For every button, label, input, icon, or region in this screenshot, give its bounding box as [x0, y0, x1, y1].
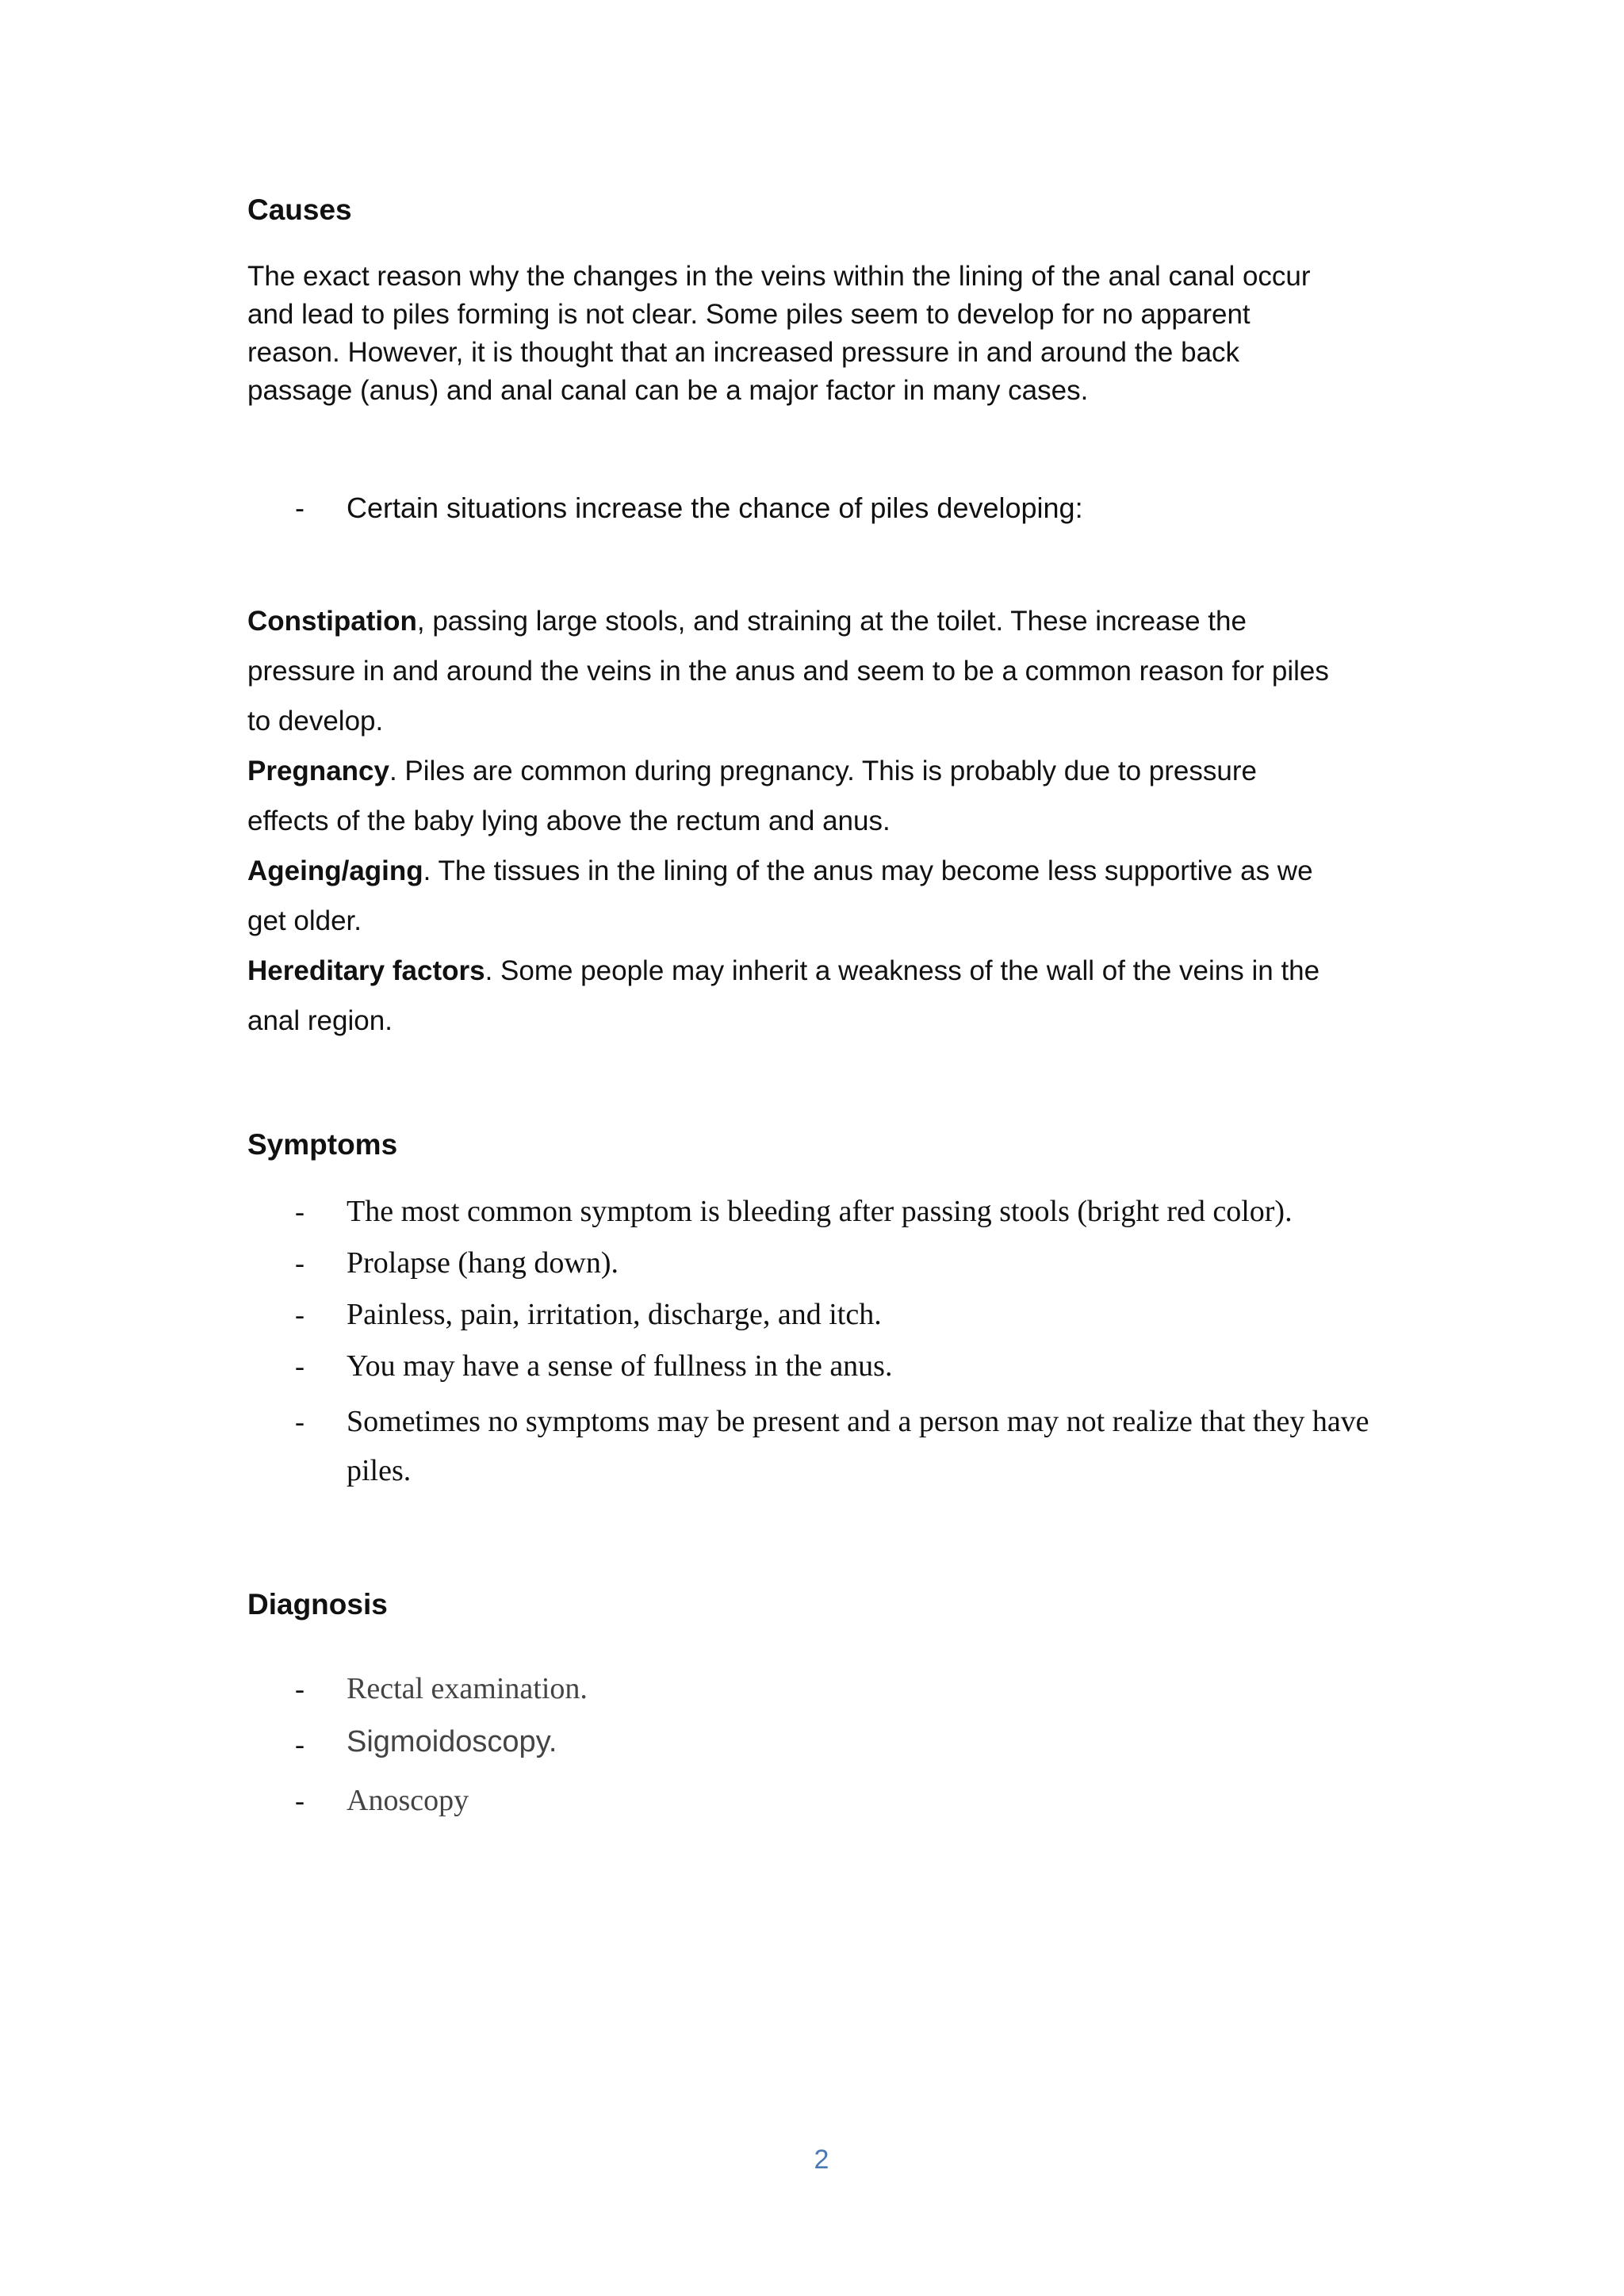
bullet-dash: -	[295, 1785, 304, 1816]
causes-intro-line: reason. However, it is thought that an increased pressure in and around the back	[247, 337, 1240, 368]
causes-intro-line: passage (anus) and anal canal can be a major factor in many cases.	[247, 375, 1089, 406]
factor-text: . Piles are common during pregnancy. This is probably due to pressure	[389, 756, 1257, 786]
page-number: 2	[814, 2145, 829, 2175]
factor-text: , passing large stools, and straining at the toilet. These increase the	[416, 606, 1247, 637]
factor-text: . Some people may inherit a weakness of the wall of the veins in the	[485, 955, 1320, 986]
bullet-dash: -	[295, 1406, 304, 1437]
bullet-text: Certain situations increase the chance of piles developing:	[347, 492, 1083, 524]
bullet-dash: -	[295, 1350, 304, 1382]
diagnosis-item: Rectal examination.	[347, 1672, 588, 1705]
bullet-dash: -	[295, 1196, 304, 1227]
symptom-item-continuation: piles.	[347, 1454, 412, 1487]
causes-heading: Causes	[247, 193, 352, 226]
symptoms-heading: Symptoms	[247, 1128, 398, 1161]
factor-ageing-line	[247, 846, 1329, 896]
factor-term: Ageing/aging	[247, 855, 423, 886]
diagnosis-item: Anoscopy	[347, 1784, 469, 1817]
symptom-item: The most common symptom is bleeding after passing stools (bright red color).	[347, 1195, 1293, 1228]
diagnosis-heading: Diagnosis	[247, 1588, 388, 1621]
factor-text-line: pressure in and around the veins in the anus and seem to be a common reason for piles	[247, 656, 1329, 687]
symptom-item: Sometimes no symptoms may be present and a person may not realize that they have	[347, 1405, 1369, 1438]
symptom-item: Prolapse (hang down).	[347, 1246, 619, 1280]
factor-pregnancy-line	[247, 746, 1329, 796]
symptom-item: Painless, pain, irritation, discharge, and itch.	[347, 1298, 882, 1331]
factor-term: Pregnancy	[247, 756, 389, 786]
bullet-dash: -	[295, 1728, 304, 1760]
factor-term: Constipation	[247, 606, 417, 637]
bullet-dash: -	[295, 1299, 304, 1330]
factor-hereditary-line	[247, 946, 1329, 996]
factor-text-line: get older.	[247, 905, 362, 936]
causes-intro-line: and lead to piles forming is not clear. Some piles seem to develop for no apparent	[247, 299, 1251, 330]
factor-text-line: anal region.	[247, 1005, 393, 1036]
symptom-item: You may have a sense of fullness in the anus.	[347, 1349, 893, 1383]
factor-text-line: to develop.	[247, 706, 384, 737]
causes-factors-list	[247, 596, 1329, 1046]
bullet-dash: -	[295, 1247, 304, 1279]
diagnosis-item: Sigmoidoscopy.	[347, 1725, 557, 1758]
factor-text-line: effects of the baby lying above the rectum and anus.	[247, 806, 891, 836]
factor-constipation-line	[247, 596, 1329, 646]
factor-text: . The tissues in the lining of the anus may become less supportive as we	[423, 855, 1313, 886]
causes-intro-paragraph	[247, 258, 1311, 410]
factor-term: Hereditary factors	[247, 955, 485, 986]
bullet-dash: -	[295, 492, 304, 524]
causes-intro-line: The exact reason why the changes in the veins within the lining of the anal canal occur	[247, 261, 1311, 292]
bullet-dash: -	[295, 1673, 304, 1705]
